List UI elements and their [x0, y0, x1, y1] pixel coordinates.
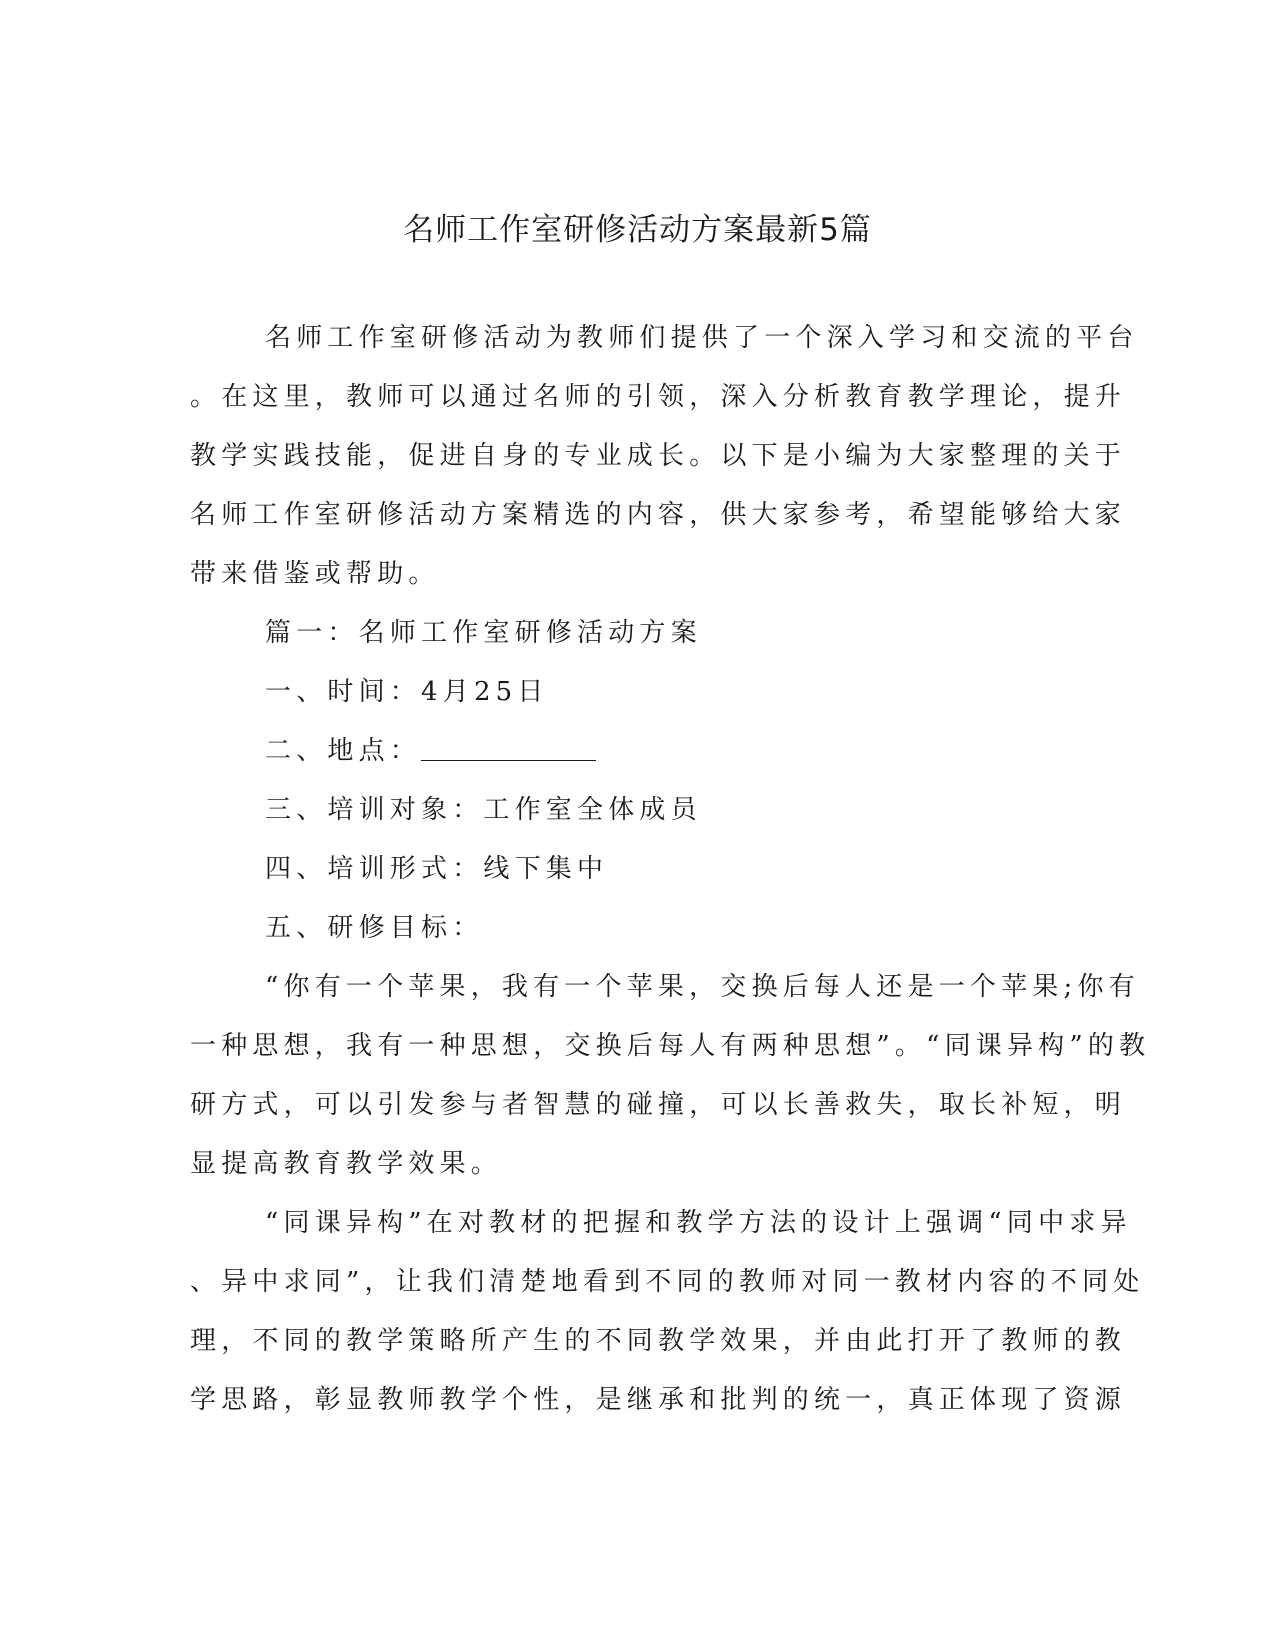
- paragraph-line: 名师工作室研修活动为教师们提供了一个深入学习和交流的平台: [265, 323, 1139, 353]
- list-item-time: 一、时间：4月25日: [265, 677, 549, 707]
- list-item-location: [265, 733, 596, 769]
- paragraph-line: 显提高教育教学效果。: [190, 1149, 503, 1179]
- paragraph-line: 一种思想，我有一种思想，交换后每人有两种思想”。“同课异构”的教: [190, 1031, 1151, 1061]
- list-item-format: 四、培训形式：线下集中: [265, 854, 609, 884]
- paragraph-line: 名师工作室研修活动方案精选的内容，供大家参考，希望能够给大家: [190, 500, 1127, 530]
- list-item-audience: 三、培训对象：工作室全体成员: [265, 795, 702, 825]
- paragraph-line: 研方式，可以引发参与者智慧的碰撞，可以长善救失，取长补短，明: [190, 1090, 1127, 1120]
- paragraph-line: “你有一个苹果，我有一个苹果，交换后每人还是一个苹果;你有: [265, 972, 1140, 1002]
- paragraph-line: 理，不同的教学策略所产生的不同教学效果，并由此打开了教师的教: [190, 1326, 1127, 1356]
- paragraph-line: 、异中求同”，让我们清楚地看到不同的教师对同一教材内容的不同处: [190, 1267, 1145, 1297]
- paragraph-line: 学思路，彰显教师教学个性，是继承和批判的统一，真正体现了资源: [190, 1385, 1127, 1415]
- paragraph-line: 教学实践技能，促进自身的专业成长。以下是小编为大家整理的关于: [190, 441, 1127, 471]
- document-title: 名师工作室研修活动方案最新5篇: [403, 212, 872, 248]
- list-item-goals: 五、研修目标：: [265, 913, 484, 943]
- list-item-location-label: 二、地点：: [265, 736, 422, 766]
- paragraph-line: 带来借鉴或帮助。: [190, 559, 440, 589]
- paragraph-line: “同课异构”在对教材的把握和教学方法的设计上强调“同中求异: [265, 1208, 1132, 1238]
- paragraph-line: 。在这里，教师可以通过名师的引领，深入分析教育教学理论，提升: [190, 382, 1127, 412]
- location-blank-line: [421, 734, 596, 761]
- section-heading: 篇一：名师工作室研修活动方案: [265, 618, 702, 648]
